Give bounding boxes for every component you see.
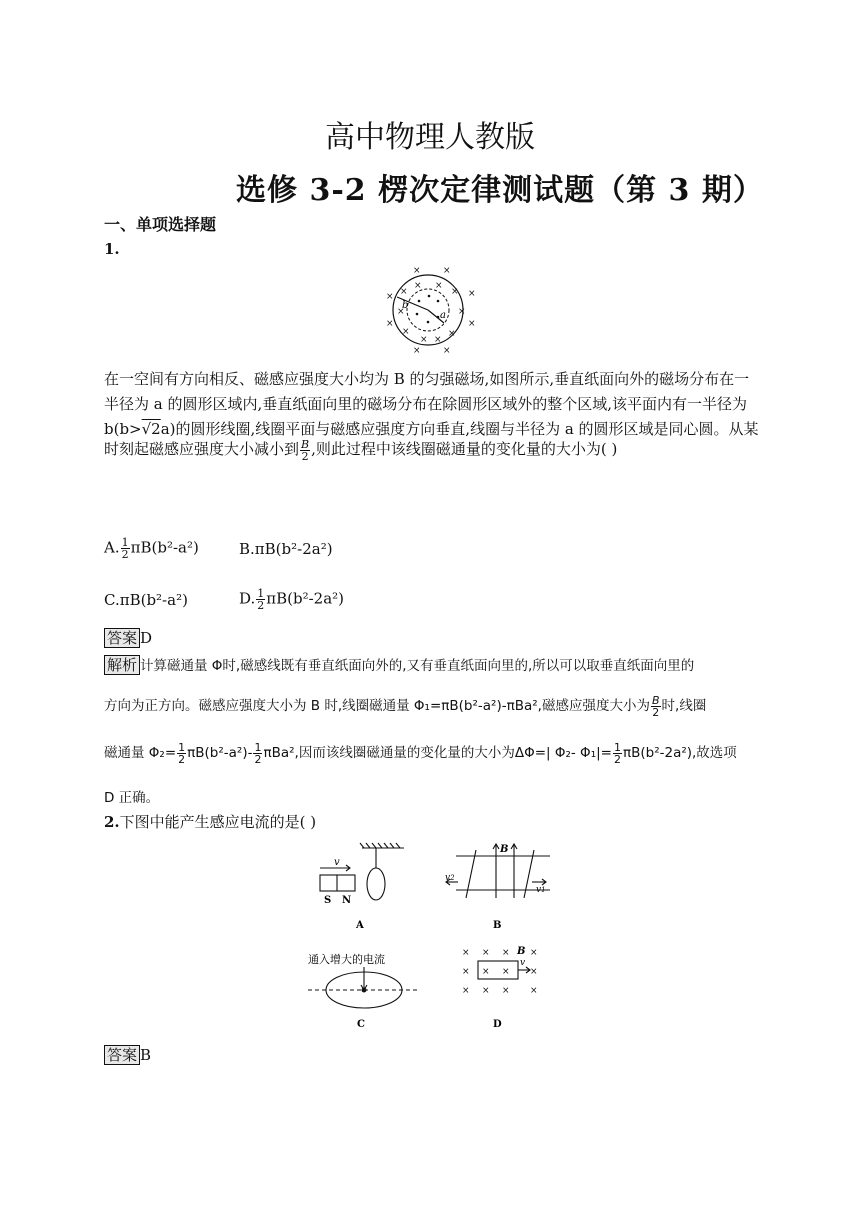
question-2: 2.下图中能产生感应电流的是( ) — [104, 813, 317, 831]
option-B[interactable]: B.πB(b²-2a²) — [239, 540, 333, 558]
option-C[interactable]: C.πB(b²-a²) — [104, 591, 188, 609]
q1-text-line-4: 时刻起磁感应强度大小减小到 $\frac{B}{2}$ ,则此过程中该线圈磁通量的变化量的大小为( ) — [104, 437, 618, 463]
explanation-line-4: D 正确。 — [104, 790, 160, 806]
svg-text:×: × — [502, 948, 510, 958]
svg-text:×: × — [462, 948, 470, 958]
sqrt-2: √2 — [141, 420, 161, 438]
figB-v2-label: v2 — [445, 873, 455, 883]
svg-text:×: × — [414, 281, 422, 291]
svg-text:×: × — [420, 335, 428, 345]
explanation-line-2: 方向为正方向。磁感应强度大小为 B 时,线圈磁通量 Φ₁=πB(b²-a²)-πBa²,磁感应强度大小为 $\frac{B}{2}$ 时,线圈 — [104, 693, 707, 719]
svg-text:×: × — [462, 967, 470, 977]
svg-text:×: × — [502, 967, 510, 977]
question-1-number: 1. — [104, 240, 120, 258]
explanation-line-3: 磁通量 Φ₂= $\frac{1}{2}$ πB(b²-a²)- $\frac{1}{2}$ πBa²,因而该线圈磁通量的变化量的大小为ΔΦ=| Φ₂- Φ₁|= $\frac{1}{2}$ πB(b²-2a²),故选项 — [104, 740, 737, 766]
svg-text:×: × — [530, 986, 538, 996]
figB-B-label: B — [500, 844, 509, 855]
answer-tag: 答案 — [104, 1045, 140, 1065]
svg-text:×: × — [435, 281, 443, 291]
magnet-S-label: S — [324, 895, 332, 906]
svg-text:×: × — [530, 967, 538, 977]
svg-text:×: × — [386, 319, 394, 329]
q1-text-line-3: b(b>√2a)的圆形线圈,线圈平面与磁感应强度方向垂直,线圈与半径为 a 的圆形区域是同心圆。从某 — [104, 420, 759, 438]
explanation-tag: 解析 — [104, 655, 140, 675]
q1-text-line-2: 半径为 a 的圆形区域内,垂直纸面向里的磁场分布在除圆形区域外的整个区域,该平面内有一半径为 — [104, 395, 748, 413]
field-into-page-marks — [386, 266, 476, 356]
answer-value: D — [140, 629, 153, 647]
svg-text:×: × — [400, 287, 408, 297]
option-D[interactable]: D. $\frac{1}{2}$ πB(b²-2a²) — [239, 587, 345, 612]
figure-B-label: B — [493, 920, 502, 931]
svg-text:×: × — [443, 266, 451, 276]
figure-B — [446, 844, 550, 898]
svg-text:×: × — [482, 967, 490, 977]
svg-text:×: × — [502, 986, 510, 996]
svg-text:×: × — [458, 307, 466, 317]
figD-field-marks — [462, 948, 538, 996]
svg-text:×: × — [434, 335, 442, 345]
svg-text:×: × — [462, 986, 470, 996]
figD-v-label: v — [520, 958, 526, 968]
svg-text:×: × — [530, 948, 538, 958]
figure-A-label: A — [356, 920, 364, 931]
figure-D-label: D — [493, 1019, 502, 1030]
q1-text-line-1: 在一空间有方向相反、磁感应强度大小均为 B 的匀强磁场,如图所示,垂直纸面向外的磁场分布在一 — [104, 370, 750, 388]
question-1-figure — [380, 262, 480, 358]
radius-b-label: b — [402, 300, 409, 311]
figB-v1-label: v1 — [536, 885, 546, 895]
figD-B-label: B — [517, 946, 526, 957]
option-A[interactable]: A. $\frac{1}{2}$ πB(b²-a²) — [104, 536, 199, 561]
radius-a-label: a — [440, 310, 446, 321]
svg-text:×: × — [468, 289, 476, 299]
svg-text:×: × — [413, 266, 421, 276]
svg-text:×: × — [413, 346, 421, 356]
magnet-N-label: N — [342, 895, 352, 906]
document-title: 高中物理人教版 — [325, 120, 535, 155]
answer-value: B — [140, 1046, 152, 1064]
q2-answer — [104, 1045, 151, 1065]
question-2-figures — [300, 840, 560, 1035]
document-subtitle: 选修 3-2 楞次定律测试题（第 3 期） — [236, 173, 764, 208]
svg-text:×: × — [397, 307, 405, 317]
explanation-line-1: 解析 计算磁通量 Φ时,磁感线既有垂直纸面向外的,又有垂直纸面向里的,所以可以取垂直纸面向里的 — [104, 654, 694, 675]
svg-text:×: × — [448, 329, 456, 339]
figure-C-label: C — [357, 1019, 365, 1030]
q1-answer — [104, 628, 152, 648]
svg-text:×: × — [451, 287, 459, 297]
svg-text:×: × — [482, 986, 490, 996]
section-heading: 一、单项选择题 — [104, 215, 217, 234]
answer-tag: 答案 — [104, 628, 140, 648]
svg-text:×: × — [386, 292, 394, 302]
figC-current-label: 通入增大的电流 — [308, 953, 385, 966]
svg-text:×: × — [468, 319, 476, 329]
fraction-B-over-2: $\frac{B}{2}$ — [301, 437, 310, 463]
svg-text:×: × — [443, 346, 451, 356]
svg-text:×: × — [482, 948, 490, 958]
figure-A — [320, 843, 404, 900]
figA-v-label: v — [334, 857, 340, 868]
svg-text:×: × — [402, 327, 410, 337]
